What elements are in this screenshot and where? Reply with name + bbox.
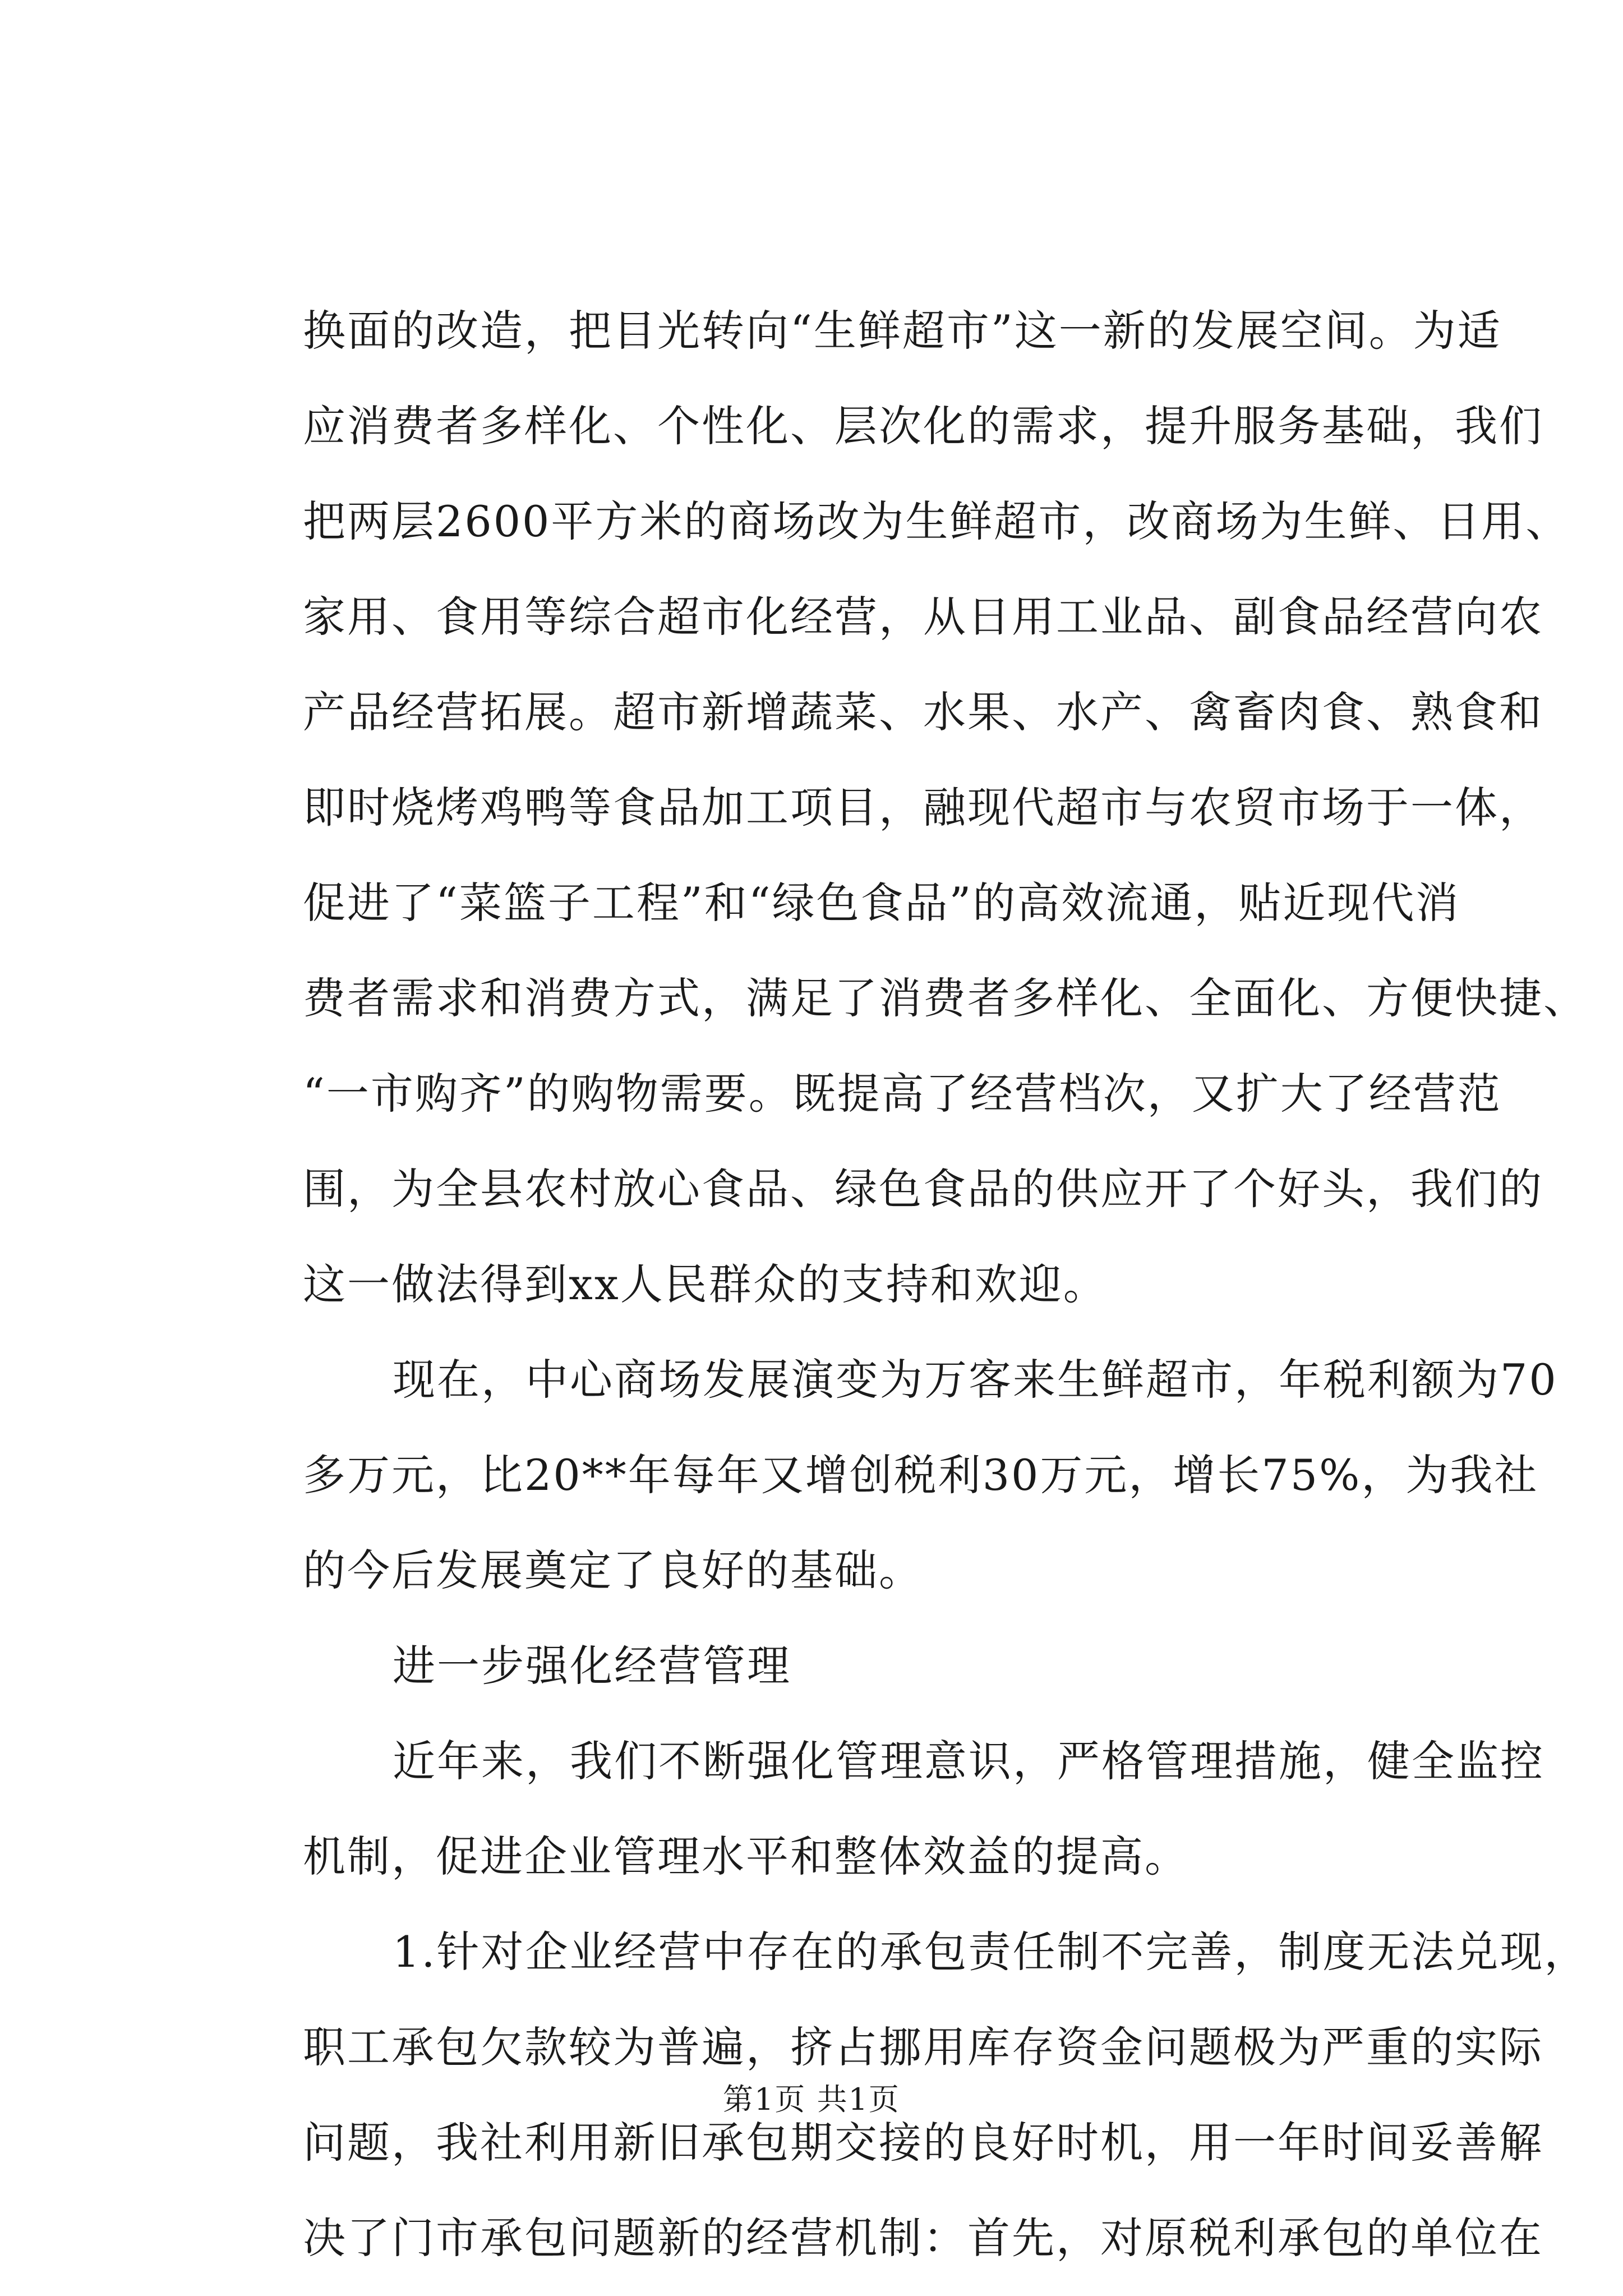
- paragraph-current-results: [303, 1332, 1558, 1618]
- text-line: 这一做法得到xx人民群众的支持和欢迎。: [303, 1259, 1108, 1309]
- text-line: 机制，促进企业管理水平和整体效益的提高。: [303, 1832, 1189, 1881]
- text-line: 1.针对企业经营中存在的承包责任制不完善，制度无法兑现，: [393, 1927, 1589, 1977]
- text-line: 费者需求和消费方式，满足了消费者多样化、全面化、方便快捷、: [303, 973, 1588, 1023]
- paragraph-management-intro: [303, 1714, 1544, 1904]
- text-line: 职工承包欠款较为普遍，挤占挪用库存资金问题极为严重的实际: [303, 2022, 1543, 2072]
- text-line: 家用、食用等综合超市化经营，从日用工业品、副食品经营向农: [303, 592, 1543, 642]
- text-line: 的今后发展奠定了良好的基础。: [303, 1545, 923, 1595]
- text-line: 现在，中心商场发展演变为万客来生鲜超市，年税利额为70: [393, 1355, 1558, 1405]
- text-line: 促进了“菜篮子工程”和“绿色食品”的高效流通，贴近现代消: [303, 878, 1460, 928]
- document-body: [303, 283, 1589, 2286]
- text-line: 把两层2600平方米的商场改为生鲜超市，改商场为生鲜、日用、: [303, 496, 1570, 546]
- text-line: 即时烧烤鸡鸭等食品加工项目，融现代超市与农贸市场于一体，: [303, 783, 1543, 832]
- text-line: 近年来，我们不断强化管理意识，严格管理措施，健全监控: [393, 1736, 1544, 1786]
- text-line: 换面的改造，把目光转向“生鲜超市”这一新的发展空间。为适: [303, 306, 1502, 356]
- text-line: “一市购齐”的购物需要。既提高了经营档次，又扩大了经营范: [303, 1069, 1502, 1119]
- text-line: 多万元，比20**年每年又增创税利30万元，增长75%，为我社: [303, 1450, 1539, 1500]
- text-line: 进一步强化经营管理: [393, 1641, 791, 1691]
- text-line: 围，为全县农村放心食品、绿色食品的供应开了个好头，我们的: [303, 1164, 1543, 1214]
- text-line: 问题，我社利用新旧承包期交接的良好时机，用一年时间妥善解: [303, 2118, 1543, 2168]
- paragraph-supermarket-conversion: [303, 283, 1588, 1332]
- text-line: 产品经营拓展。超市新增蔬菜、水果、水产、禽畜肉食、熟食和: [303, 687, 1543, 737]
- page-footer: 第1页 共1页: [723, 2082, 900, 2117]
- text-line: 决了门市承包问题新的经营机制：首先，对原税利承包的单位在: [303, 2213, 1543, 2263]
- section-heading: [303, 1618, 1430, 1714]
- text-line: 应消费者多样化、个性化、层次化的需求，提升服务基础，我们: [303, 401, 1543, 451]
